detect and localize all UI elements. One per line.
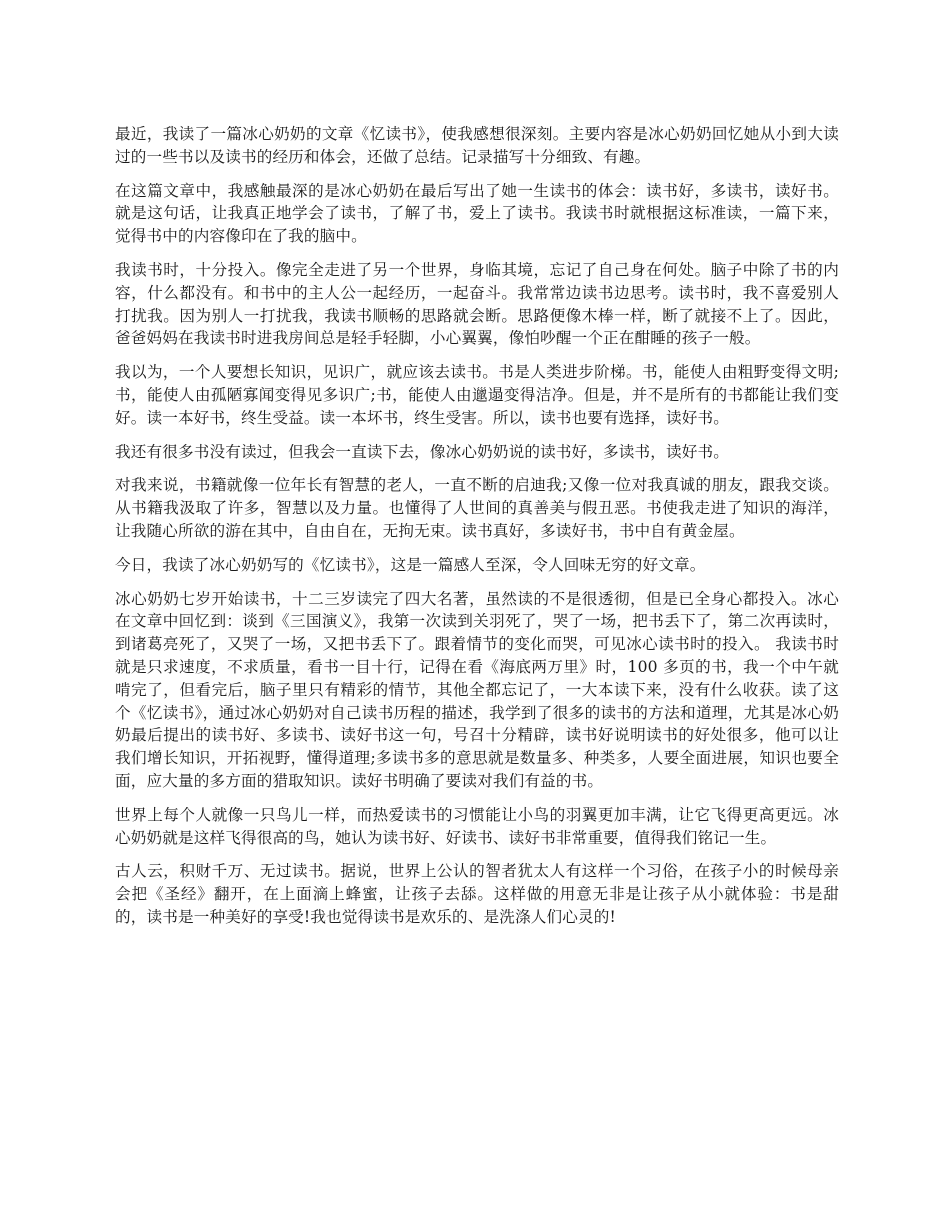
paragraph-7: 今日，我读了冰心奶奶写的《忆读书》，这是一篇感人至深，令人回味无穷的好文章。 — [115, 555, 706, 574]
paragraph-2: 在这篇文章中，我感触最深的是冰心奶奶在最后写出了她一生读书的体会：读书好，多读书，读好书。就是这句话，让我真正地学会了读书，了解了书，爱上了读书。我读书时就根据这标准读，一篇下来，觉得书中的内容像印在了我的脑中。 — [115, 181, 839, 246]
paragraph-3: 我读书时，十分投入。像完全走进了另一个世界，身临其境，忘记了自己身在何处。脑子中除了书的内容，什么都没有。和书中的主人公一起经历，一起奋斗。我常常边读书边思考。读书时，我不喜爱别人打扰我。因为别人一打扰我，我读书顺畅的思路就会断。思路便像木棒一样，断了就接不上了。因此，爸爸妈妈在我读书时进我房间总是轻手轻脚，小心翼翼，像怕吵醒一个正在酣睡的孩子一般。 — [115, 260, 839, 348]
document-body — [115, 123, 839, 940]
paragraph-6: 对我来说，书籍就像一位年长有智慧的老人，一直不断的启迪我;又像一位对我真诚的朋友，跟我交谈。从书籍我汲取了许多，智慧以及力量。也懂得了人世间的真善美与假丑恶。书使我走进了知识的海洋，让我随心所欲的游在其中，自由自在，无拘无束。读书真好，多读好书，书中自有黄金屋。 — [115, 476, 839, 540]
paragraph-10: 古人云，积财千万、无过读书。据说，世界上公认的智者犹太人有这样一个习俗，在孩子小的时候母亲会把《圣经》翻开，在上面滴上蜂蜜，让孩子去舔。这样做的用意无非是让孩子从小就体验：书是甜的，读书是一种美好的享受!我也觉得读书是欢乐的、是洗涤人们心灵的! — [115, 862, 839, 926]
paragraph-5: 我还有很多书没有读过，但我会一直读下去，像冰心奶奶说的读书好，多读书，读好书。 — [115, 442, 730, 461]
paragraph-9: 世界上每个人就像一只鸟儿一样，而热爱读书的习惯能让小鸟的羽翼更加丰满，让它飞得更高更远。冰心奶奶就是这样飞得很高的鸟，她认为读书好、好读书、读好书非常重要，值得我们铭记一生。 — [115, 805, 839, 847]
paragraph-1: 最近，我读了一篇冰心奶奶的文章《忆读书》，使我感想很深刻。主要内容是冰心奶奶回忆她从小到大读过的一些书以及读书的经历和体会，还做了总结。记录描写十分细致、有趣。 — [115, 125, 839, 166]
paragraph-4: 我以为，一个人要想长知识，见识广，就应该去读书。书是人类进步阶梯。书，能使人由粗野变得文明;书，能使人由孤陋寡闻变得见多识广;书，能使人由邋遢变得洁净。但是，并不是所有的书都能让我们变好。读一本好书，终生受益。读一本坏书，终生受害。所以，读书也要有选择，读好书。 — [115, 363, 839, 427]
paragraph-8: 冰心奶奶七岁开始读书，十二三岁读完了四大名著，虽然读的不是很透彻，但是已全身心都投入。冰心在文章中回忆到：谈到《三国演义》，我第一次读到关羽死了，哭了一场，把书丢下了，第二次再读时，到诸葛亮死了，又哭了一场，又把书丢下了。跟着情节的变化而哭，可见冰心读书时的投入。 我读书时就是只求速度，不求质量，看书一目十行，记得在看《海底两万里》时，100 多页的书，我一个中午就啃完了，但看完后，脑子里只有精彩的情节，其他全都忘记了，一大本读下来，没有什么收获。读了这个《忆读书》，通过冰心奶奶对自己读书历程的描述，我学到了很多的读书的方法和道理，尤其是冰心奶奶最后提出的读书好、多读书、读好书这一句，号召十分精辟，读书好说明读书的好处很多，他可以让我们增长知识，开拓视野，懂得道理;多读书多的意思就是数量多、种类多，人要全面进展，知识也要全面，应大量的多方面的猎取知识。读好书明确了要读对我们有益的书。 — [115, 589, 839, 790]
